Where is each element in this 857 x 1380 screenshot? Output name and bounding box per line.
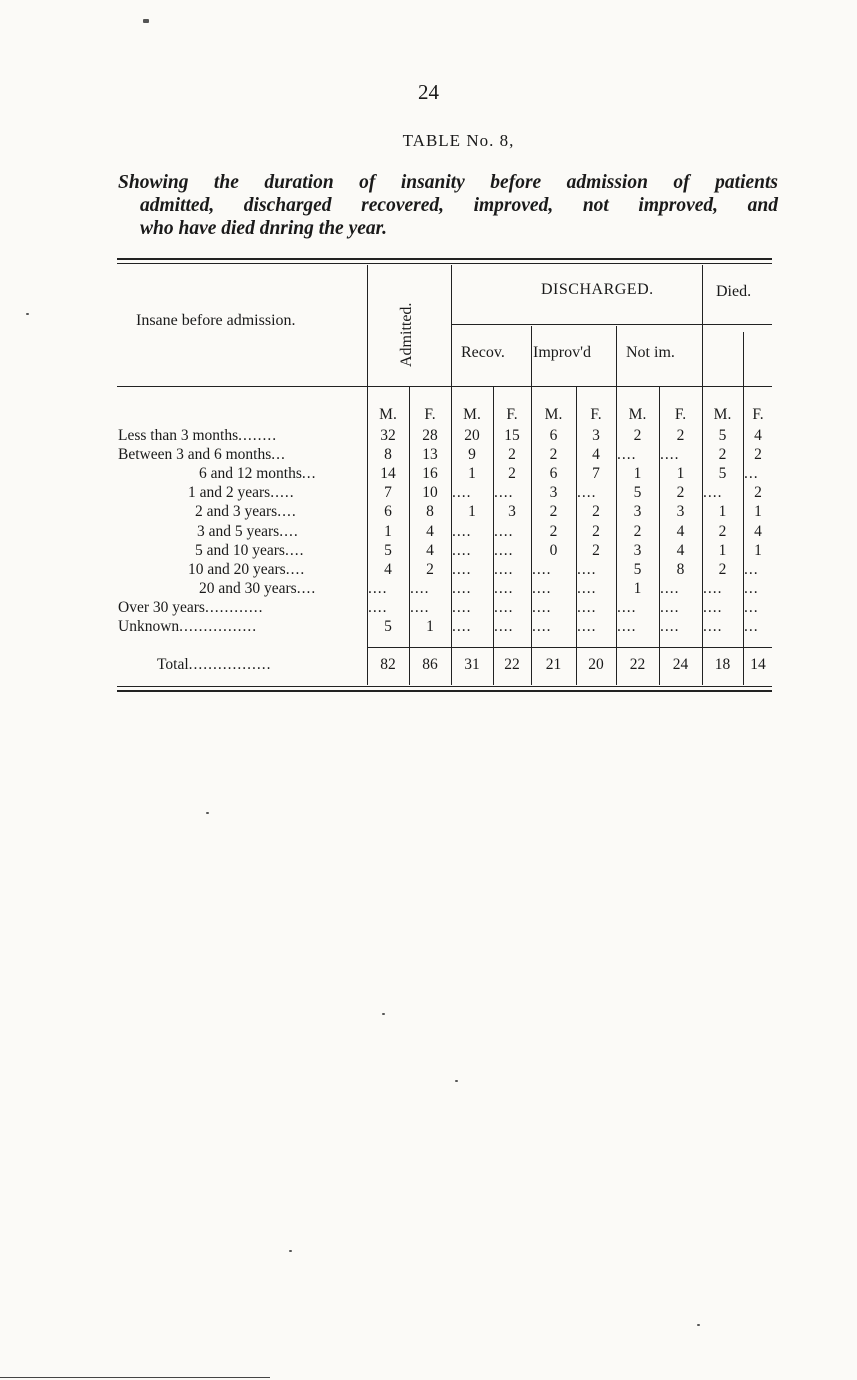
table-cell: .... <box>532 618 552 635</box>
improved-header: Improv'd <box>533 344 591 361</box>
table-cell: .... <box>494 484 514 502</box>
table-cell: 4 <box>426 522 434 540</box>
table-cell: 7 <box>592 465 600 483</box>
table-cell: 4 <box>754 522 762 540</box>
row-label-leader: .... <box>285 560 306 578</box>
table-cell: .... <box>532 579 552 597</box>
row-label <box>118 445 364 464</box>
table-cell: 1 <box>718 503 727 521</box>
scan-speck <box>143 19 149 23</box>
table-cell: 9 <box>468 446 476 464</box>
table-cell: ... <box>744 598 759 616</box>
table-bottom-rule <box>117 686 772 687</box>
female-column-header: F. <box>674 406 687 423</box>
row-label-leader: ... <box>271 446 286 464</box>
table-cell: 8 <box>676 560 685 578</box>
table-cell: .... <box>577 560 597 578</box>
table-cell: 2 <box>718 446 727 464</box>
female-column-header: F. <box>424 406 436 423</box>
row-label-text: Between 3 and 6 months <box>118 446 272 464</box>
table-cell: .... <box>452 484 472 502</box>
table-cell: 5 <box>384 541 392 559</box>
total-cell: 14 <box>750 656 766 673</box>
male-column-header: M. <box>713 406 732 423</box>
table-cell: .... <box>660 579 680 597</box>
table-cell: 5 <box>633 484 642 502</box>
table-cell: 2 <box>676 427 685 444</box>
table-cell: 1 <box>384 522 392 540</box>
total-cell: 82 <box>380 656 396 673</box>
table-cell: 8 <box>426 503 434 521</box>
table-cell: 7 <box>384 484 392 502</box>
row-label-text: Over 30 years <box>118 598 205 616</box>
table-cell: ... <box>744 618 759 635</box>
total-label <box>157 655 272 674</box>
total-label-leader: ................. <box>188 656 272 673</box>
table-top-rule-inner <box>117 263 772 264</box>
table-cell: .... <box>577 579 597 597</box>
table-cell: 6 <box>549 427 558 444</box>
table-cell: 8 <box>384 446 392 464</box>
table-cell: .... <box>532 560 552 578</box>
table-cell: 2 <box>718 560 727 578</box>
table-cell: 2 <box>549 503 558 521</box>
discharged-header: DISCHARGED. <box>541 281 654 298</box>
row-label-text: 20 and 30 years <box>199 579 297 597</box>
row-label-text: 1 and 2 years <box>188 484 271 502</box>
male-column-header: M. <box>628 406 647 423</box>
row-label <box>188 560 364 579</box>
male-column-header: M. <box>379 406 397 423</box>
caption-line-2: admitted, discharged recovered, improved, not improved, and <box>140 195 778 216</box>
table-cell: .... <box>617 598 637 616</box>
female-column-header: F. <box>752 406 764 423</box>
scan-speck <box>289 1250 292 1252</box>
table-cell: 1 <box>633 579 642 597</box>
scan-speck <box>697 1324 700 1326</box>
row-label <box>188 483 364 502</box>
table-cell: 1 <box>468 503 476 521</box>
table-cell: .... <box>452 579 472 597</box>
bottom-edge-line <box>0 1377 270 1378</box>
table-cell: .... <box>577 598 597 616</box>
row-label <box>195 541 364 560</box>
table-cell: 5 <box>718 465 727 483</box>
row-label-leader: ............ <box>204 598 264 616</box>
table-cell: 16 <box>422 465 438 483</box>
table-cell: 3 <box>592 427 600 444</box>
table-cell: 2 <box>508 446 516 464</box>
table-cell: 2 <box>676 484 685 502</box>
page-number: 24 <box>418 80 439 104</box>
row-label-leader: ... <box>301 465 317 483</box>
scan-speck <box>206 812 209 814</box>
table-cell: 2 <box>633 427 642 444</box>
table-title: TABLE No. 8, <box>402 131 515 150</box>
table-cell: .... <box>452 598 472 616</box>
total-cell: 22 <box>504 656 520 673</box>
table-cell: .... <box>494 598 514 616</box>
table-cell: 13 <box>422 446 438 464</box>
table-cell: 2 <box>592 541 600 559</box>
not-improved-header: Not im. <box>626 344 675 361</box>
table-cell: .... <box>452 618 472 635</box>
table-cell: .... <box>368 598 388 616</box>
male-column-header: M. <box>463 406 481 423</box>
row-label-leader: .... <box>296 579 317 597</box>
discharged-under-rule <box>451 324 772 325</box>
row-label-leader: .... <box>277 503 297 521</box>
table-cell: .... <box>660 618 680 635</box>
table-cell: 14 <box>380 465 396 483</box>
table-cell: 5 <box>633 560 642 578</box>
row-label-text: 6 and 12 months <box>199 465 302 483</box>
table-cell: ... <box>744 465 759 483</box>
row-header-label: Insane before admission. <box>136 312 296 329</box>
table-cell: .... <box>617 446 637 464</box>
table-cell: .... <box>494 541 514 559</box>
table-cell: 2 <box>549 522 558 540</box>
table-cell: 5 <box>718 427 727 444</box>
table-cell: .... <box>703 598 723 616</box>
scan-speck <box>382 1013 385 1015</box>
table-top-rule <box>117 258 772 260</box>
table-cell: 20 <box>464 427 480 444</box>
table-cell: 32 <box>380 427 396 444</box>
row-label <box>197 522 364 541</box>
table-cell: ... <box>744 579 759 597</box>
table-bottom-rule-thick <box>117 690 772 692</box>
total-rule <box>367 647 772 648</box>
scan-speck <box>26 313 29 315</box>
table-cell: 5 <box>384 618 392 635</box>
row-label-leader: ................ <box>179 618 258 635</box>
caption-line-1: Showing the duration of insanity before admission of patients <box>118 172 778 193</box>
table-cell: .... <box>494 618 514 635</box>
table-cell: .... <box>452 522 472 540</box>
table-cell: .... <box>703 579 723 597</box>
table-cell: .... <box>410 598 430 616</box>
table-cell: 1 <box>718 541 727 559</box>
row-label-leader: ........ <box>238 427 278 444</box>
table-cell: 2 <box>549 446 558 464</box>
table-cell: 1 <box>426 618 434 635</box>
table-cell: 1 <box>754 503 762 521</box>
table-cell: .... <box>452 560 472 578</box>
table-cell: .... <box>410 579 430 597</box>
table-cell: 6 <box>384 503 392 521</box>
table-cell: .... <box>617 618 637 635</box>
table-cell: .... <box>660 446 680 464</box>
table-cell: 1 <box>633 465 642 483</box>
row-label <box>118 617 364 636</box>
table-cell: 4 <box>676 541 685 559</box>
table-cell: 3 <box>676 503 685 521</box>
table-cell: 3 <box>549 484 558 502</box>
died-header: Died. <box>716 283 752 300</box>
total-cell: 21 <box>545 656 562 673</box>
table-cell: 10 <box>422 484 438 502</box>
table-cell: 15 <box>504 427 520 444</box>
table-cell: 2 <box>754 484 762 502</box>
total-cell: 22 <box>629 656 646 673</box>
table-cell: 2 <box>426 560 434 578</box>
row-label <box>199 464 364 483</box>
row-label-text: Unknown <box>118 618 180 635</box>
table-cell: 2 <box>508 465 516 483</box>
table-cell: ... <box>744 560 759 578</box>
table-cell: 3 <box>508 503 516 521</box>
total-label-text: Total <box>157 656 189 673</box>
row-label <box>195 502 364 521</box>
table-cell: 2 <box>718 522 727 540</box>
total-cell: 86 <box>422 656 438 673</box>
row-label-leader: ..... <box>270 484 295 502</box>
table-cell: 2 <box>592 503 600 521</box>
row-label-text: 2 and 3 years <box>195 503 278 521</box>
table-cell: .... <box>703 484 723 502</box>
row-label-text: Less than 3 months <box>118 427 239 444</box>
table-cell: .... <box>494 579 514 597</box>
row-label <box>118 598 364 617</box>
male-column-header: M. <box>544 406 563 423</box>
admitted-header: Admitted. <box>398 302 415 367</box>
table-cell: .... <box>452 541 472 559</box>
scan-speck <box>455 1080 458 1082</box>
table-cell: .... <box>368 579 388 597</box>
table-cell: 6 <box>549 465 558 483</box>
table-cell: .... <box>660 598 680 616</box>
table-cell: 0 <box>549 541 558 559</box>
row-label <box>118 426 364 445</box>
table-cell: 2 <box>754 446 762 464</box>
row-label-leader: .... <box>279 522 299 540</box>
table-cell: .... <box>494 560 514 578</box>
row-label-text: 10 and 20 years <box>188 560 286 578</box>
table-cell: 4 <box>754 427 762 444</box>
table-cell: 4 <box>384 560 392 578</box>
table-cell: .... <box>494 522 514 540</box>
table-cell: 2 <box>633 522 642 540</box>
table-cell: 28 <box>422 427 438 444</box>
total-cell: 31 <box>464 656 480 673</box>
table-cell: 4 <box>676 522 685 540</box>
table-cell: .... <box>577 618 597 635</box>
table-cell: 3 <box>633 503 642 521</box>
table-cell: .... <box>703 618 723 635</box>
header-bottom-rule <box>117 386 772 387</box>
table-cell: 1 <box>754 541 762 559</box>
table-cell: .... <box>532 598 552 616</box>
female-column-header: F. <box>590 406 602 423</box>
row-label-text: 5 and 10 years <box>195 541 285 559</box>
table-cell: 4 <box>426 541 434 559</box>
recov-header: Recov. <box>461 344 505 361</box>
row-label <box>199 579 364 598</box>
table-cell: 3 <box>633 541 642 559</box>
table-cell: 1 <box>676 465 685 483</box>
table-cell: .... <box>577 484 597 502</box>
total-cell: 20 <box>588 656 604 673</box>
female-column-header: F. <box>506 406 518 423</box>
table-cell: 2 <box>592 522 600 540</box>
table-cell: 4 <box>592 446 600 464</box>
row-label-text: 3 and 5 years <box>197 522 280 540</box>
table-cell: 1 <box>468 465 476 483</box>
total-cell: 24 <box>672 656 689 673</box>
total-cell: 18 <box>714 656 731 673</box>
row-label-leader: .... <box>284 541 305 559</box>
caption-line-3: who have died dnring the year. <box>140 218 388 239</box>
